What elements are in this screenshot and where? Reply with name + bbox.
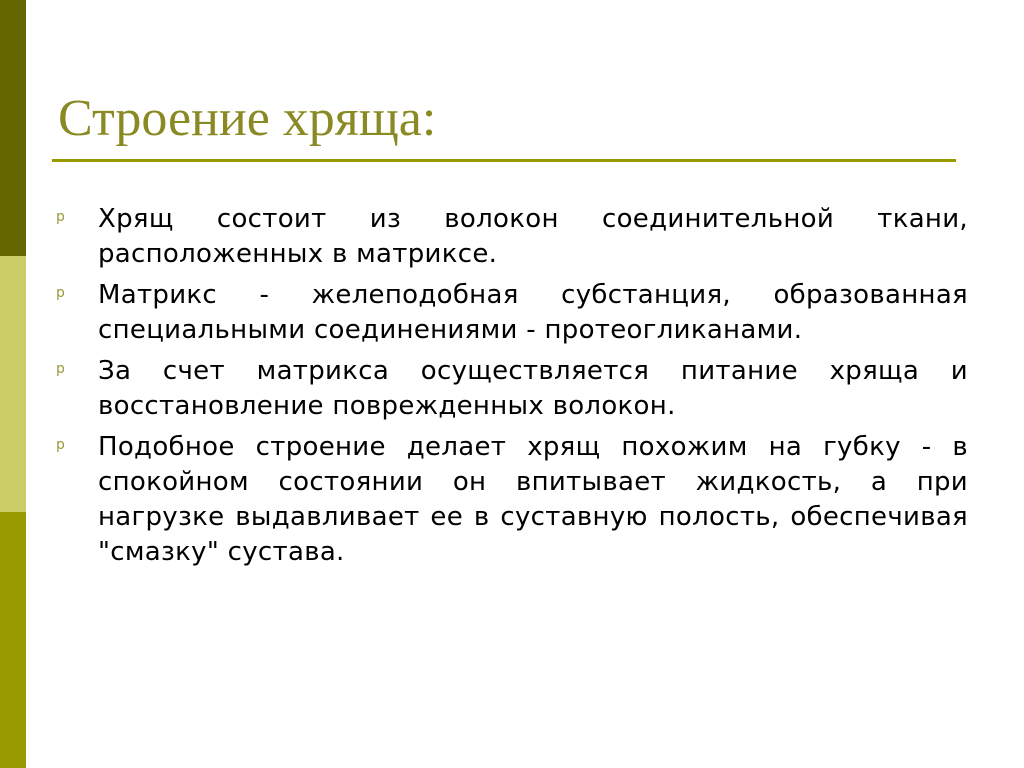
sidebar-stripe-top bbox=[0, 0, 26, 256]
bullet-list bbox=[52, 202, 968, 576]
slide-title: Строение хряща: bbox=[58, 90, 437, 147]
bullet-text: Хрящ состоит из волокон соединительной ткани, расположенных в матриксе. bbox=[98, 204, 968, 269]
title-underline bbox=[52, 159, 956, 162]
bullet-marker-icon: p bbox=[56, 437, 65, 453]
bullet-text: Подобное строение делает хрящ похожим на губку - в спокойном состоянии он впитывает жидкость, а при нагрузке выдавливает ее в суставную полость, обеспечивая "смазку" сустава. bbox=[98, 432, 968, 567]
bullet-item-3 bbox=[52, 354, 968, 424]
bullet-marker-icon: p bbox=[56, 361, 65, 377]
bullet-text: За счет матрикса осуществляется питание хряща и восстановление поврежденных волокон. bbox=[98, 356, 968, 421]
bullet-item-2 bbox=[52, 278, 968, 348]
bullet-item-4 bbox=[52, 430, 968, 570]
bullet-item-1 bbox=[52, 202, 968, 272]
bullet-marker-icon: p bbox=[56, 209, 65, 225]
bullet-text: Матрикс - желеподобная субстанция, образованная специальными соединениями - протеогликанами. bbox=[98, 280, 968, 345]
sidebar-stripe-middle bbox=[0, 256, 26, 512]
bullet-marker-icon: p bbox=[56, 285, 65, 301]
sidebar-stripe-bottom bbox=[0, 512, 26, 768]
